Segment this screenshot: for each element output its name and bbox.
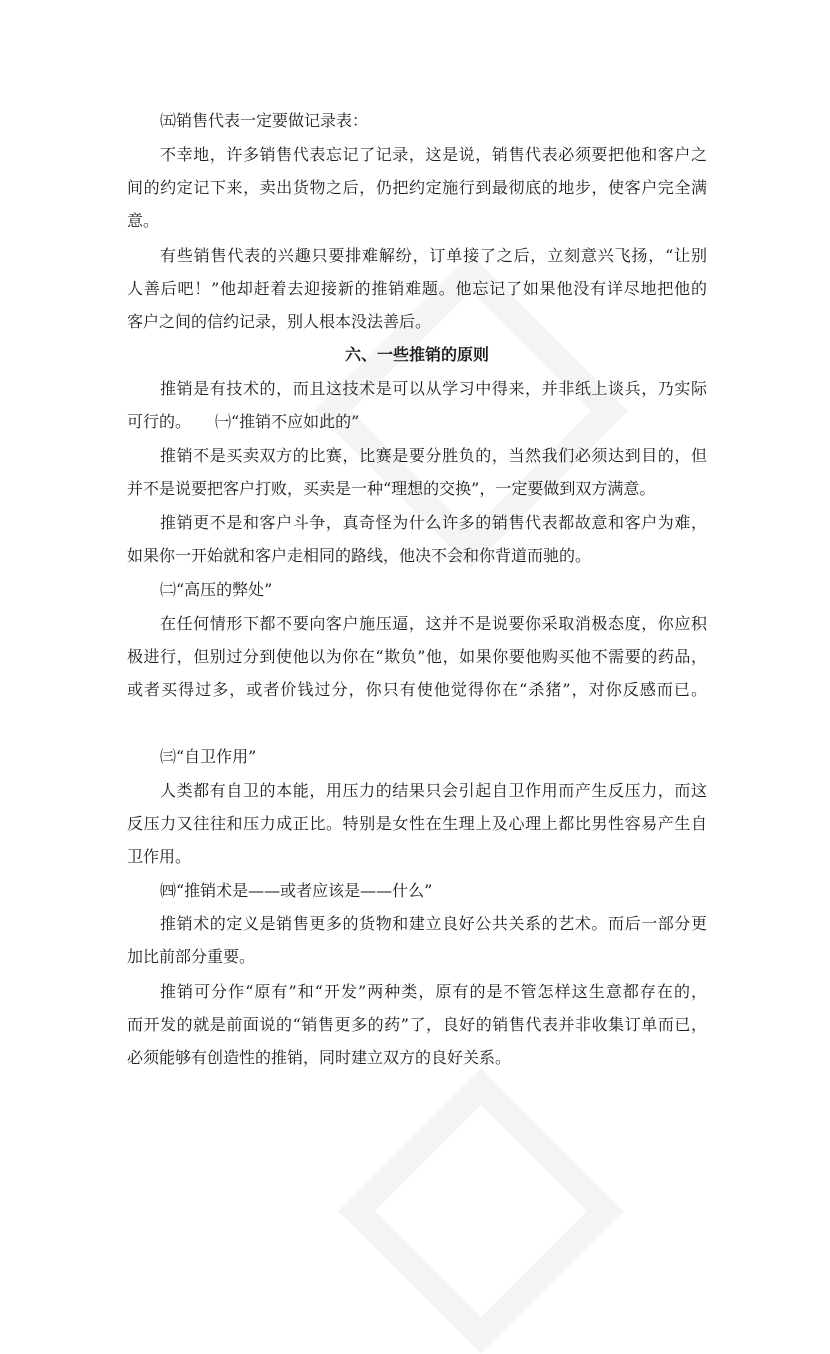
paragraph-line: 推销更不是和客户斗争，真奇怪为什么许多的销售代表都故意和客户为难，	[160, 513, 707, 532]
paragraph-line: 极进行，但别过分到使他以为你在“欺负”他，如果你要他购买他不需要的药品，	[127, 647, 707, 666]
paragraph-line: 推销可分作“原有”和“开发”两种类，原有的是不管怎样这生意都存在的，	[160, 982, 707, 1001]
section-heading: ㈤销售代表一定要做记录表：	[160, 111, 369, 130]
paragraph-line: 可行的。 ㈠“推销不应如此的”	[127, 412, 360, 431]
paragraph-line: 必须能够有创造性的推销，同时建立双方的良好关系。	[127, 1048, 512, 1067]
paragraph-line: 人类都有自卫的本能，用压力的结果只会引起自卫作用而产生反压力，而这	[160, 781, 707, 800]
paragraph-line: 反压力又往往和压力成正比。特别是女性在生理上及心理上都比男性容易产生自	[127, 814, 707, 833]
paragraph-line: 并不是说要把客户打败，买卖是一种“理想的交换”，一定要做到双方满意。	[127, 479, 656, 498]
paragraph-line: 意。	[127, 211, 160, 230]
paragraph-line: 而开发的就是前面说的“销售更多的药”了，良好的销售代表并非收集订单而已，	[127, 1015, 707, 1034]
paragraph-line: 加比前部分重要。	[127, 947, 256, 966]
paragraph-line: 卫作用。	[127, 847, 192, 866]
paragraph-line: 如果你一开始就和客户走相同的路线，他决不会和你背道而驰的。	[127, 546, 592, 565]
paragraph-line: 不幸地，许多销售代表忘记了记录，这是说，销售代表必须要把他和客户之	[160, 145, 707, 164]
chapter-title: 六、一些推销的原则	[344, 345, 489, 364]
section-heading: ㈡“高压的弊处”	[160, 580, 273, 599]
section-heading: ㈢“自卫作用”	[160, 747, 257, 766]
watermark-shape	[338, 1068, 624, 1354]
paragraph-line: 间的约定记下来，卖出货物之后，仍把约定施行到最彻底的地步，使客户完全满	[127, 178, 707, 197]
paragraph-line: 客户之间的信约记录，别人根本没法善后。	[127, 312, 432, 331]
paragraph-line: 推销不是买卖双方的比赛，比赛是要分胜负的，当然我们必须达到目的，但	[160, 446, 707, 465]
paragraph-line: 人善后吧！”他却赶着去迎接新的推销难题。他忘记了如果他没有详尽地把他的	[127, 279, 707, 298]
paragraph-line: 推销是有技术的，而且这技术是可以从学习中得来，并非纸上谈兵，乃实际	[160, 379, 707, 398]
paragraph-line: 推销术的定义是销售更多的货物和建立良好公共关系的艺术。而后一部分更	[160, 914, 707, 933]
paragraph-line: 或者买得过多，或者价钱过分，你只有使他觉得你在“杀猪”，对你反感而已。	[127, 680, 707, 699]
section-heading: ㈣“推销术是——或者应该是——什么”	[160, 881, 433, 900]
paragraph-line: 有些销售代表的兴趣只要排难解纷，订单接了之后，立刻意兴飞扬，“让别	[160, 246, 707, 265]
paragraph-line: 在任何情形下都不要向客户施压逼，这并不是说要你采取消极态度，你应积	[160, 614, 707, 633]
